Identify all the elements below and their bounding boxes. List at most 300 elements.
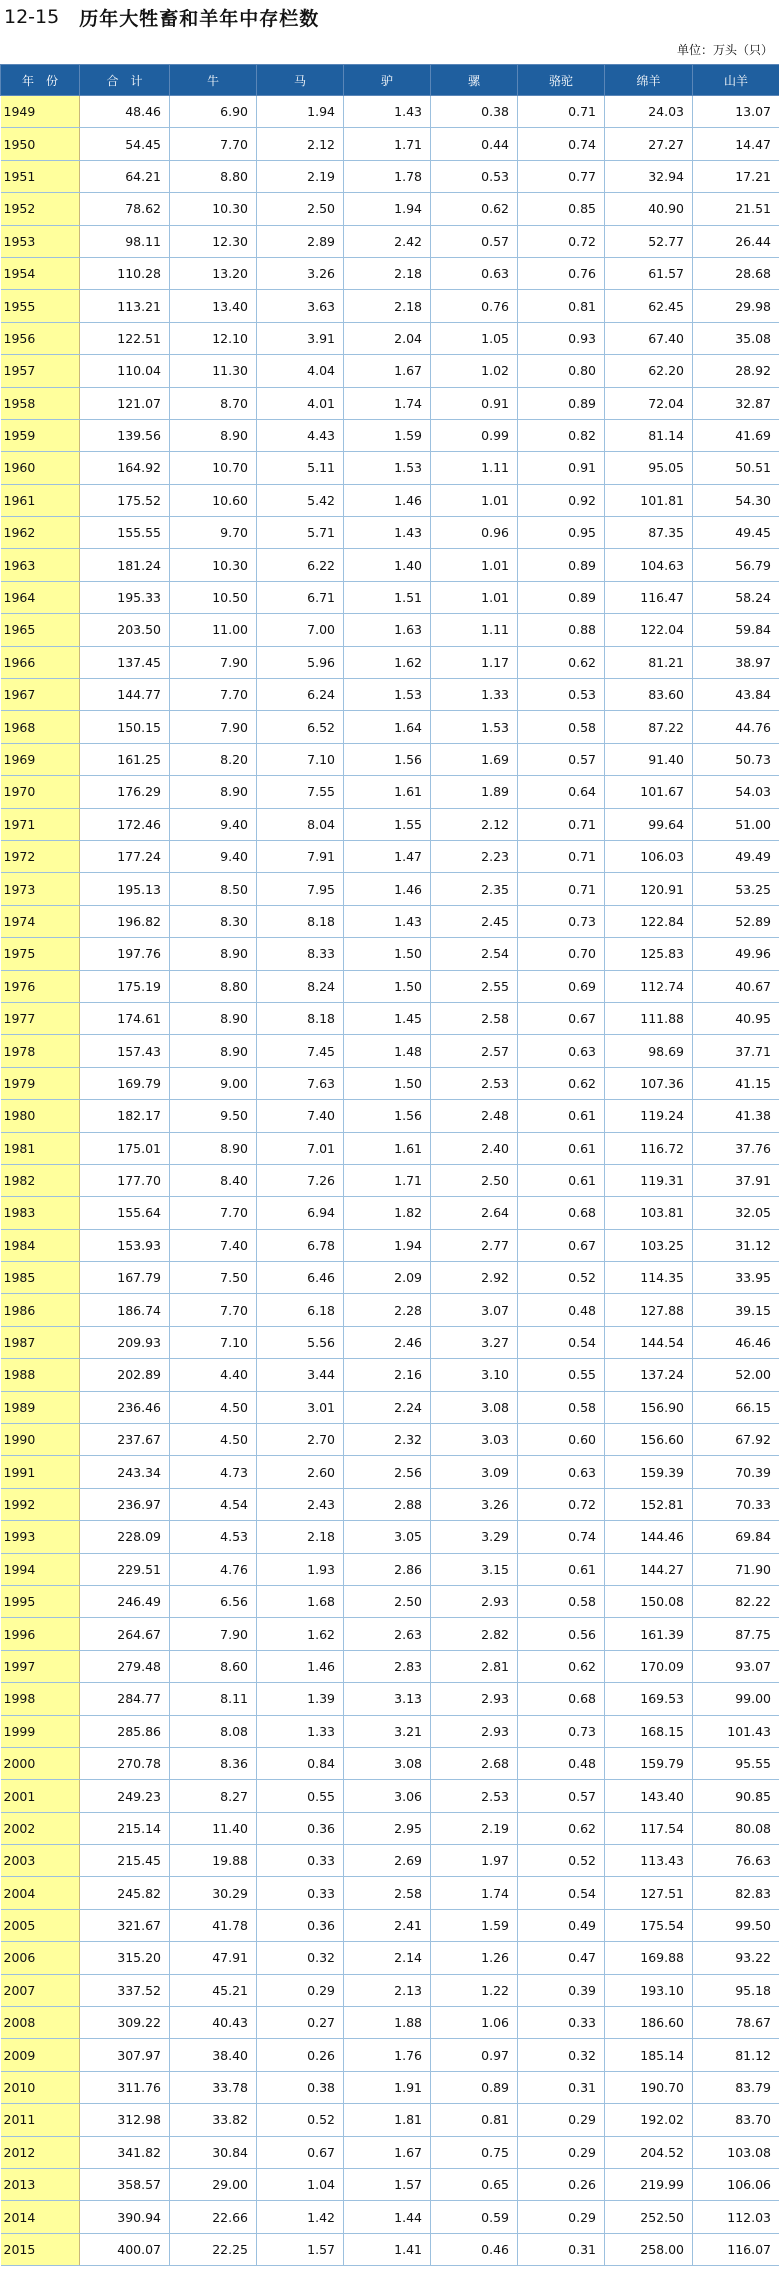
column-header-sheep: 绵羊	[605, 65, 693, 96]
value-cell: 203.50	[80, 614, 170, 646]
value-cell: 120.91	[605, 873, 693, 905]
value-cell: 114.35	[605, 1262, 693, 1294]
value-cell: 0.62	[518, 1650, 605, 1682]
table-row	[1, 1035, 779, 1067]
table-row	[1, 1618, 779, 1650]
value-cell: 0.57	[431, 225, 518, 257]
value-cell: 0.32	[257, 1942, 344, 1974]
value-cell: 7.95	[257, 873, 344, 905]
value-cell: 186.60	[605, 2007, 693, 2039]
value-cell: 6.71	[257, 581, 344, 613]
value-cell: 2.58	[344, 1877, 431, 1909]
value-cell: 10.60	[170, 484, 257, 516]
table-row	[1, 938, 779, 970]
value-cell: 4.04	[257, 355, 344, 387]
value-cell: 28.92	[693, 355, 779, 387]
value-cell: 0.57	[518, 743, 605, 775]
value-cell: 52.77	[605, 225, 693, 257]
value-cell: 0.57	[518, 1780, 605, 1812]
value-cell: 2.40	[431, 1132, 518, 1164]
value-cell: 0.76	[518, 257, 605, 289]
table-row	[1, 581, 779, 613]
table-header	[1, 65, 779, 96]
value-cell: 1.11	[431, 614, 518, 646]
value-cell: 1.45	[344, 1002, 431, 1034]
value-cell: 101.81	[605, 484, 693, 516]
value-cell: 0.70	[518, 938, 605, 970]
table-row	[1, 484, 779, 516]
value-cell: 0.95	[518, 517, 605, 549]
year-cell: 1996	[1, 1618, 80, 1650]
table-row	[1, 1197, 779, 1229]
value-cell: 72.04	[605, 387, 693, 419]
value-cell: 0.72	[518, 1488, 605, 1520]
value-cell: 311.76	[80, 2071, 170, 2103]
table-row	[1, 1262, 779, 1294]
value-cell: 2.09	[344, 1262, 431, 1294]
value-cell: 2.50	[431, 1164, 518, 1196]
value-cell: 137.45	[80, 646, 170, 678]
table-row	[1, 1294, 779, 1326]
value-cell: 0.27	[257, 2007, 344, 2039]
value-cell: 59.84	[693, 614, 779, 646]
value-cell: 98.69	[605, 1035, 693, 1067]
value-cell: 0.47	[518, 1942, 605, 1974]
value-cell: 0.84	[257, 1747, 344, 1779]
value-cell: 41.38	[693, 1100, 779, 1132]
year-cell: 2000	[1, 1747, 80, 1779]
value-cell: 1.94	[344, 193, 431, 225]
value-cell: 7.90	[170, 711, 257, 743]
value-cell: 6.90	[170, 96, 257, 128]
table-body	[1, 96, 779, 2266]
value-cell: 50.73	[693, 743, 779, 775]
value-cell: 8.11	[170, 1683, 257, 1715]
value-cell: 2.89	[257, 225, 344, 257]
column-header-goat: 山羊	[693, 65, 779, 96]
value-cell: 156.60	[605, 1424, 693, 1456]
value-cell: 2.19	[257, 160, 344, 192]
value-cell: 33.82	[170, 2104, 257, 2136]
value-cell: 98.11	[80, 225, 170, 257]
value-cell: 3.27	[431, 1326, 518, 1358]
value-cell: 49.96	[693, 938, 779, 970]
table-row	[1, 1521, 779, 1553]
value-cell: 0.80	[518, 355, 605, 387]
table-row	[1, 1683, 779, 1715]
value-cell: 49.45	[693, 517, 779, 549]
value-cell: 106.06	[693, 2169, 779, 2201]
value-cell: 110.28	[80, 257, 170, 289]
value-cell: 30.29	[170, 1877, 257, 1909]
value-cell: 0.53	[431, 160, 518, 192]
value-cell: 103.08	[693, 2136, 779, 2168]
table-row	[1, 1942, 779, 1974]
year-cell: 1985	[1, 1262, 80, 1294]
table-row	[1, 646, 779, 678]
value-cell: 193.10	[605, 1974, 693, 2006]
value-cell: 204.52	[605, 2136, 693, 2168]
value-cell: 0.54	[518, 1326, 605, 1358]
table-row	[1, 840, 779, 872]
value-cell: 67.92	[693, 1424, 779, 1456]
value-cell: 37.71	[693, 1035, 779, 1067]
value-cell: 0.89	[431, 2071, 518, 2103]
value-cell: 0.54	[518, 1877, 605, 1909]
value-cell: 2.45	[431, 905, 518, 937]
value-cell: 1.39	[257, 1683, 344, 1715]
value-cell: 10.30	[170, 549, 257, 581]
year-cell: 1989	[1, 1391, 80, 1423]
year-cell: 1971	[1, 808, 80, 840]
value-cell: 1.41	[344, 2233, 431, 2265]
value-cell: 127.88	[605, 1294, 693, 1326]
value-cell: 1.43	[344, 905, 431, 937]
value-cell: 8.90	[170, 419, 257, 451]
value-cell: 1.88	[344, 2007, 431, 2039]
value-cell: 182.17	[80, 1100, 170, 1132]
value-cell: 215.45	[80, 1845, 170, 1877]
value-cell: 0.97	[431, 2039, 518, 2071]
value-cell: 4.40	[170, 1359, 257, 1391]
value-cell: 4.43	[257, 419, 344, 451]
value-cell: 0.92	[518, 484, 605, 516]
value-cell: 1.06	[431, 2007, 518, 2039]
year-cell: 2012	[1, 2136, 80, 2168]
year-cell: 1987	[1, 1326, 80, 1358]
value-cell: 168.15	[605, 1715, 693, 1747]
year-cell: 1994	[1, 1553, 80, 1585]
page-title: 历年大牲畜和羊年中存栏数	[79, 7, 320, 30]
year-cell: 1972	[1, 840, 80, 872]
table-row	[1, 1424, 779, 1456]
value-cell: 1.57	[257, 2233, 344, 2265]
value-cell: 112.74	[605, 970, 693, 1002]
value-cell: 6.52	[257, 711, 344, 743]
year-cell: 1973	[1, 873, 80, 905]
table-row	[1, 2233, 779, 2265]
value-cell: 1.53	[344, 679, 431, 711]
value-cell: 0.31	[518, 2071, 605, 2103]
value-cell: 0.74	[518, 1521, 605, 1553]
year-cell: 1964	[1, 581, 80, 613]
value-cell: 22.66	[170, 2201, 257, 2233]
value-cell: 117.54	[605, 1812, 693, 1844]
value-cell: 8.80	[170, 160, 257, 192]
value-cell: 209.93	[80, 1326, 170, 1358]
value-cell: 56.79	[693, 549, 779, 581]
value-cell: 44.76	[693, 711, 779, 743]
value-cell: 1.94	[344, 1229, 431, 1261]
value-cell: 43.84	[693, 679, 779, 711]
value-cell: 0.82	[518, 419, 605, 451]
year-cell: 1998	[1, 1683, 80, 1715]
year-cell: 1970	[1, 776, 80, 808]
value-cell: 0.63	[518, 1035, 605, 1067]
value-cell: 113.21	[80, 290, 170, 322]
value-cell: 32.94	[605, 160, 693, 192]
value-cell: 2.57	[431, 1035, 518, 1067]
value-cell: 0.73	[518, 905, 605, 937]
value-cell: 172.46	[80, 808, 170, 840]
value-cell: 8.90	[170, 776, 257, 808]
value-cell: 215.14	[80, 1812, 170, 1844]
value-cell: 315.20	[80, 1942, 170, 1974]
value-cell: 8.27	[170, 1780, 257, 1812]
value-cell: 236.97	[80, 1488, 170, 1520]
value-cell: 13.40	[170, 290, 257, 322]
value-cell: 11.30	[170, 355, 257, 387]
value-cell: 2.93	[431, 1683, 518, 1715]
value-cell: 284.77	[80, 1683, 170, 1715]
value-cell: 101.67	[605, 776, 693, 808]
value-cell: 0.72	[518, 225, 605, 257]
value-cell: 169.79	[80, 1067, 170, 1099]
value-cell: 40.95	[693, 1002, 779, 1034]
table-row	[1, 1391, 779, 1423]
year-cell: 1995	[1, 1585, 80, 1617]
value-cell: 8.04	[257, 808, 344, 840]
value-cell: 54.03	[693, 776, 779, 808]
value-cell: 1.02	[431, 355, 518, 387]
value-cell: 170.09	[605, 1650, 693, 1682]
value-cell: 7.63	[257, 1067, 344, 1099]
value-cell: 195.13	[80, 873, 170, 905]
value-cell: 119.31	[605, 1164, 693, 1196]
value-cell: 358.57	[80, 2169, 170, 2201]
value-cell: 14.47	[693, 128, 779, 160]
value-cell: 190.70	[605, 2071, 693, 2103]
table-row	[1, 1002, 779, 1034]
year-cell: 1981	[1, 1132, 80, 1164]
year-cell: 1974	[1, 905, 80, 937]
value-cell: 3.06	[344, 1780, 431, 1812]
value-cell: 106.03	[605, 840, 693, 872]
value-cell: 1.91	[344, 2071, 431, 2103]
value-cell: 0.48	[518, 1747, 605, 1779]
year-cell: 1956	[1, 322, 80, 354]
value-cell: 52.00	[693, 1359, 779, 1391]
value-cell: 0.65	[431, 2169, 518, 2201]
value-cell: 0.89	[518, 581, 605, 613]
table-row	[1, 355, 779, 387]
year-cell: 1962	[1, 517, 80, 549]
value-cell: 8.18	[257, 905, 344, 937]
value-cell: 2.83	[344, 1650, 431, 1682]
value-cell: 0.67	[257, 2136, 344, 2168]
value-cell: 10.30	[170, 193, 257, 225]
value-cell: 13.20	[170, 257, 257, 289]
value-cell: 144.54	[605, 1326, 693, 1358]
value-cell: 2.93	[431, 1715, 518, 1747]
value-cell: 153.93	[80, 1229, 170, 1261]
year-cell: 1960	[1, 452, 80, 484]
value-cell: 8.30	[170, 905, 257, 937]
value-cell: 1.01	[431, 484, 518, 516]
value-cell: 1.46	[344, 484, 431, 516]
value-cell: 2.23	[431, 840, 518, 872]
value-cell: 1.63	[344, 614, 431, 646]
value-cell: 3.09	[431, 1456, 518, 1488]
value-cell: 24.03	[605, 96, 693, 128]
table-row	[1, 679, 779, 711]
value-cell: 81.21	[605, 646, 693, 678]
value-cell: 1.44	[344, 2201, 431, 2233]
value-cell: 7.90	[170, 1618, 257, 1650]
value-cell: 78.62	[80, 193, 170, 225]
value-cell: 107.36	[605, 1067, 693, 1099]
year-cell: 1984	[1, 1229, 80, 1261]
year-cell: 1975	[1, 938, 80, 970]
value-cell: 0.59	[431, 2201, 518, 2233]
value-cell: 197.76	[80, 938, 170, 970]
value-cell: 5.56	[257, 1326, 344, 1358]
value-cell: 6.56	[170, 1585, 257, 1617]
year-cell: 2002	[1, 1812, 80, 1844]
value-cell: 270.78	[80, 1747, 170, 1779]
value-cell: 7.10	[257, 743, 344, 775]
value-cell: 2.60	[257, 1456, 344, 1488]
year-cell: 1986	[1, 1294, 80, 1326]
value-cell: 245.82	[80, 1877, 170, 1909]
value-cell: 2.64	[431, 1197, 518, 1229]
value-cell: 8.90	[170, 1002, 257, 1034]
value-cell: 0.33	[518, 2007, 605, 2039]
table-row	[1, 96, 779, 128]
value-cell: 125.83	[605, 938, 693, 970]
value-cell: 0.48	[518, 1294, 605, 1326]
value-cell: 0.71	[518, 808, 605, 840]
value-cell: 122.84	[605, 905, 693, 937]
table-row	[1, 290, 779, 322]
value-cell: 2.56	[344, 1456, 431, 1488]
value-cell: 1.43	[344, 96, 431, 128]
value-cell: 2.12	[257, 128, 344, 160]
value-cell: 0.29	[518, 2201, 605, 2233]
value-cell: 6.22	[257, 549, 344, 581]
value-cell: 195.33	[80, 581, 170, 613]
year-cell: 1967	[1, 679, 80, 711]
value-cell: 9.00	[170, 1067, 257, 1099]
value-cell: 3.44	[257, 1359, 344, 1391]
value-cell: 2.93	[431, 1585, 518, 1617]
value-cell: 2.16	[344, 1359, 431, 1391]
value-cell: 7.50	[170, 1262, 257, 1294]
value-cell: 8.60	[170, 1650, 257, 1682]
value-cell: 1.61	[344, 776, 431, 808]
value-cell: 0.85	[518, 193, 605, 225]
table-row	[1, 160, 779, 192]
value-cell: 246.49	[80, 1585, 170, 1617]
value-cell: 33.95	[693, 1262, 779, 1294]
value-cell: 0.38	[431, 96, 518, 128]
value-cell: 122.04	[605, 614, 693, 646]
value-cell: 1.59	[431, 1909, 518, 1941]
value-cell: 164.92	[80, 452, 170, 484]
value-cell: 2.42	[344, 225, 431, 257]
table-row	[1, 257, 779, 289]
table-row	[1, 1456, 779, 1488]
value-cell: 3.07	[431, 1294, 518, 1326]
value-cell: 49.49	[693, 840, 779, 872]
value-cell: 7.90	[170, 646, 257, 678]
value-cell: 40.67	[693, 970, 779, 1002]
value-cell: 285.86	[80, 1715, 170, 1747]
year-cell: 1950	[1, 128, 80, 160]
value-cell: 11.00	[170, 614, 257, 646]
value-cell: 390.94	[80, 2201, 170, 2233]
value-cell: 67.40	[605, 322, 693, 354]
value-cell: 37.76	[693, 1132, 779, 1164]
year-cell: 1968	[1, 711, 80, 743]
value-cell: 81.14	[605, 419, 693, 451]
value-cell: 7.01	[257, 1132, 344, 1164]
value-cell: 1.93	[257, 1553, 344, 1585]
value-cell: 196.82	[80, 905, 170, 937]
value-cell: 54.45	[80, 128, 170, 160]
table-row	[1, 419, 779, 451]
value-cell: 10.50	[170, 581, 257, 613]
year-cell: 2001	[1, 1780, 80, 1812]
value-cell: 1.62	[257, 1618, 344, 1650]
value-cell: 2.18	[344, 290, 431, 322]
value-cell: 99.64	[605, 808, 693, 840]
value-cell: 219.99	[605, 2169, 693, 2201]
table-row	[1, 128, 779, 160]
table-row	[1, 1100, 779, 1132]
value-cell: 7.91	[257, 840, 344, 872]
value-cell: 0.58	[518, 1585, 605, 1617]
table-row	[1, 1877, 779, 1909]
value-cell: 3.91	[257, 322, 344, 354]
value-cell: 5.42	[257, 484, 344, 516]
value-cell: 1.97	[431, 1845, 518, 1877]
value-cell: 8.70	[170, 387, 257, 419]
value-cell: 0.63	[518, 1456, 605, 1488]
value-cell: 0.52	[518, 1262, 605, 1294]
year-cell: 1991	[1, 1456, 80, 1488]
value-cell: 249.23	[80, 1780, 170, 1812]
value-cell: 87.75	[693, 1618, 779, 1650]
value-cell: 8.08	[170, 1715, 257, 1747]
value-cell: 112.03	[693, 2201, 779, 2233]
value-cell: 2.35	[431, 873, 518, 905]
value-cell: 0.56	[518, 1618, 605, 1650]
value-cell: 1.33	[431, 679, 518, 711]
value-cell: 41.78	[170, 1909, 257, 1941]
value-cell: 0.67	[518, 1229, 605, 1261]
value-cell: 1.46	[257, 1650, 344, 1682]
table-row	[1, 549, 779, 581]
value-cell: 0.26	[257, 2039, 344, 2071]
value-cell: 22.25	[170, 2233, 257, 2265]
value-cell: 1.67	[344, 355, 431, 387]
value-cell: 1.64	[344, 711, 431, 743]
value-cell: 2.14	[344, 1942, 431, 1974]
value-cell: 1.94	[257, 96, 344, 128]
value-cell: 32.05	[693, 1197, 779, 1229]
value-cell: 0.96	[431, 517, 518, 549]
value-cell: 12.30	[170, 225, 257, 257]
value-cell: 2.18	[257, 1521, 344, 1553]
value-cell: 3.26	[431, 1488, 518, 1520]
value-cell: 0.61	[518, 1553, 605, 1585]
value-cell: 41.69	[693, 419, 779, 451]
year-cell: 1982	[1, 1164, 80, 1196]
year-cell: 1963	[1, 549, 80, 581]
value-cell: 1.81	[344, 2104, 431, 2136]
value-cell: 2.88	[344, 1488, 431, 1520]
